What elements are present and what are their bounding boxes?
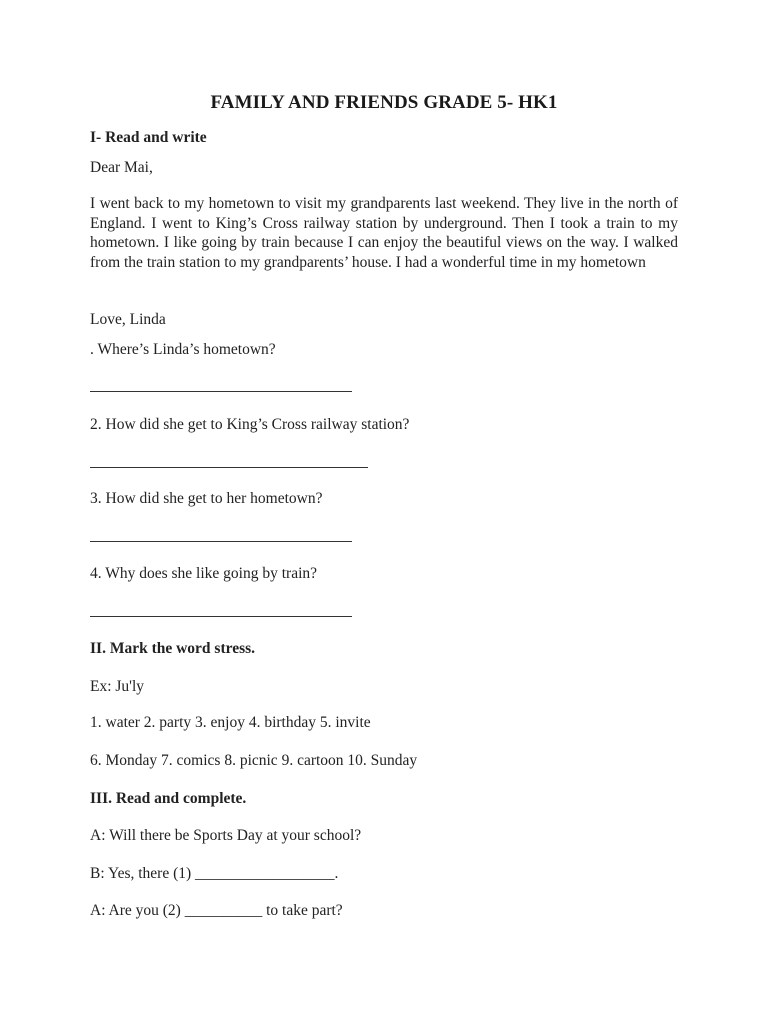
letter-greeting: Dear Mai,	[90, 159, 153, 176]
question-2: 2. How did she get to King’s Cross railway station?	[90, 416, 410, 433]
stress-example: Ex: Ju'ly	[90, 678, 145, 695]
answer-line-1[interactable]	[90, 391, 352, 392]
letter-signoff: Love, Linda	[90, 311, 166, 328]
letter-body: I went back to my hometown to visit my grandparents last weekend. They live in the north of England. I went to King’s Cross railway station by underground. Then I took a train to my hometown. I like going by train because I can enjoy the beautiful views on the way. I walked from the train station to my grandparents’ house. I had a wonderful time in my hometown	[90, 195, 678, 271]
question-4: 4. Why does she like going by train?	[90, 565, 318, 582]
section-1-heading: I- Read and write	[90, 129, 207, 146]
dialogue-line-2: B: Yes, there (1) __________________.	[90, 865, 339, 882]
answer-line-2[interactable]	[90, 467, 368, 468]
answer-line-4[interactable]	[90, 616, 352, 617]
stress-words-row-2: 6. Monday 7. comics 8. picnic 9. cartoon 10. Sunday	[90, 752, 418, 769]
question-3: 3. How did she get to her hometown?	[90, 490, 323, 507]
section-2-heading: II. Mark the word stress.	[90, 640, 256, 657]
question-1: . Where’s Linda’s hometown?	[90, 341, 276, 358]
page-title: FAMILY AND FRIENDS GRADE 5- HK1	[210, 92, 558, 113]
dialogue-line-1: A: Will there be Sports Day at your school?	[90, 827, 362, 844]
stress-words-row-1: 1. water 2. party 3. enjoy 4. birthday 5. invite	[90, 714, 371, 731]
dialogue-line-3: A: Are you (2) __________ to take part?	[90, 902, 343, 919]
answer-line-3[interactable]	[90, 541, 352, 542]
section-3-heading: III. Read and complete.	[90, 790, 247, 807]
